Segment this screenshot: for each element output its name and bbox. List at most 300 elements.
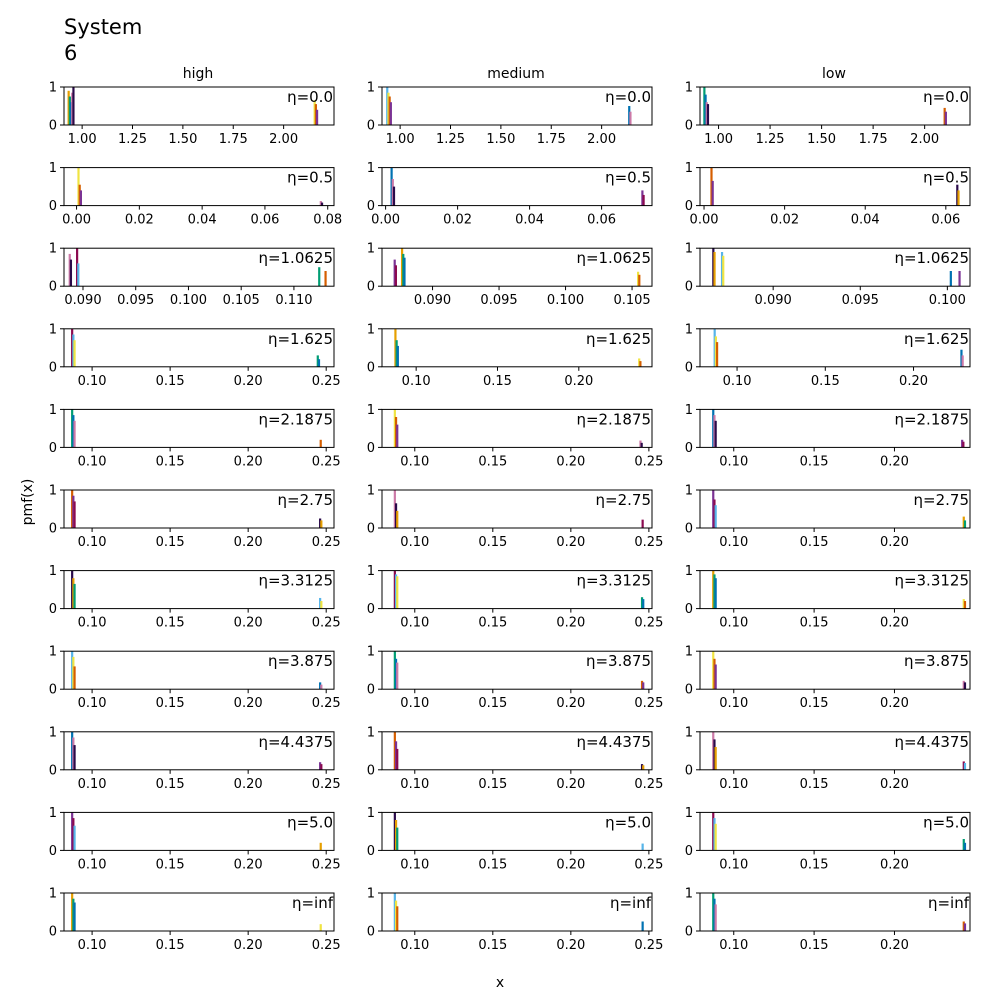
bar (396, 511, 398, 528)
bar (638, 275, 640, 286)
y-tick-label: 1 (684, 805, 693, 821)
x-tick-label: 0.10 (400, 454, 430, 470)
x-tick-label: 0.06 (931, 212, 961, 228)
bar (320, 843, 322, 851)
eta-label: η=0.0 (923, 88, 969, 106)
eta-label: η=0.0 (287, 88, 333, 106)
bar (72, 87, 74, 125)
x-tick-label: 0.20 (233, 857, 263, 873)
x-tick-label: 0.100 (169, 293, 208, 309)
y-tick-label: 0 (684, 602, 693, 618)
x-tick-label: 1.25 (118, 132, 147, 147)
bar (73, 421, 75, 448)
bar (715, 505, 717, 528)
x-tick-label: 0.20 (233, 373, 263, 389)
x-tick-label: 0.15 (155, 857, 185, 873)
x-tick-label: 0.25 (311, 615, 341, 631)
eta-label: η=0.5 (923, 168, 969, 187)
x-tick-label: 0.15 (155, 373, 185, 389)
y-tick-label: 0 (366, 360, 375, 376)
x-tick-label: 0.100 (928, 293, 966, 309)
eta-label: η=0.5 (605, 168, 651, 187)
y-tick-label: 0 (366, 118, 375, 134)
bar (393, 187, 395, 206)
bar (642, 520, 644, 528)
column-title-low: low (822, 66, 846, 82)
bar (715, 904, 717, 931)
eta-label: η=inf (927, 894, 969, 912)
bar (73, 826, 75, 851)
bar (318, 267, 320, 286)
y-tick-label: 1 (48, 886, 57, 902)
y-tick-label: 0 (366, 602, 375, 618)
y-tick-label: 1 (366, 161, 375, 177)
y-tick-label: 1 (48, 805, 57, 821)
y-tick-label: 1 (684, 402, 693, 418)
bar (629, 112, 631, 125)
x-tick-label: 0.25 (311, 454, 341, 470)
y-tick-label: 1 (684, 161, 693, 177)
y-tick-label: 0 (48, 843, 57, 859)
x-tick-label: 0.25 (634, 938, 664, 953)
y-tick-label: 0 (684, 440, 693, 456)
x-tick-label: 0.20 (233, 938, 263, 953)
y-tick-label: 0 (48, 924, 57, 940)
bar (964, 923, 966, 931)
x-tick-label: 0.095 (841, 293, 879, 309)
x-tick-label: 0.10 (77, 776, 107, 792)
bar (964, 843, 966, 851)
x-tick-label: 0.15 (478, 776, 508, 792)
eta-label: η=3.875 (585, 652, 651, 671)
y-tick-label: 0 (48, 602, 57, 618)
eta-label: η=2.1875 (894, 410, 969, 429)
bar (642, 844, 644, 851)
y-tick-label: 1 (48, 483, 57, 499)
eta-label: η=1.625 (585, 329, 651, 348)
bar (77, 263, 79, 286)
x-tick-label: 0.04 (515, 212, 545, 228)
y-tick-label: 0 (48, 521, 57, 537)
y-tick-label: 0 (684, 360, 693, 376)
bar (320, 685, 322, 690)
eta-label: η=4.4375 (576, 732, 651, 751)
x-tick-label: 0.25 (634, 857, 664, 873)
x-tick-label: 0.15 (799, 776, 829, 792)
x-axis-label: x (495, 975, 505, 991)
eta-label: η=1.625 (903, 329, 969, 348)
x-tick-label: 0.06 (250, 212, 280, 228)
bar (396, 828, 398, 851)
eta-label: η=5.0 (605, 813, 651, 832)
y-tick-label: 0 (48, 118, 57, 134)
bar (642, 922, 644, 932)
x-tick-label: 0.15 (799, 535, 829, 550)
y-tick-label: 1 (684, 564, 693, 580)
x-tick-label: 0.04 (187, 212, 217, 228)
x-tick-label: 0.15 (799, 857, 829, 873)
x-tick-label: 0.04 (850, 212, 880, 228)
bar (316, 110, 318, 125)
y-tick-label: 1 (48, 322, 57, 338)
y-tick-label: 0 (684, 682, 693, 698)
bar (320, 924, 322, 931)
x-tick-label: 1.00 (67, 132, 97, 147)
y-tick-label: 0 (366, 843, 375, 859)
bar (324, 271, 326, 286)
eta-label: η=3.3125 (258, 571, 333, 590)
y-tick-label: 0 (684, 521, 693, 537)
y-tick-label: 0 (48, 279, 57, 295)
y-tick-label: 0 (366, 763, 375, 779)
x-tick-label: 0.15 (478, 535, 508, 550)
bar (713, 252, 715, 286)
y-tick-label: 1 (684, 725, 693, 741)
x-tick-label: 0.15 (155, 776, 185, 792)
x-tick-label: 1.75 (858, 132, 888, 147)
y-tick-label: 1 (684, 483, 693, 499)
x-tick-label: 0.10 (77, 615, 107, 631)
x-tick-label: 0.10 (719, 696, 749, 712)
x-tick-label: 0.20 (879, 454, 909, 470)
bar (642, 599, 644, 609)
x-tick-label: 0.10 (719, 454, 749, 470)
bar (73, 903, 75, 932)
bar (962, 355, 964, 366)
x-tick-label: 0.20 (556, 857, 586, 873)
x-tick-label: 0.15 (483, 373, 512, 389)
bar (964, 601, 966, 609)
x-tick-label: 0.25 (634, 696, 664, 712)
bar (712, 181, 714, 206)
column-title-high: high (182, 66, 214, 82)
x-tick-label: 1.00 (704, 132, 734, 147)
y-tick-label: 1 (48, 241, 57, 257)
x-tick-label: 0.15 (155, 938, 185, 953)
x-tick-label: 0.095 (117, 293, 155, 309)
y-tick-label: 1 (366, 483, 375, 499)
bar (396, 425, 398, 448)
x-tick-label: 0.10 (400, 938, 430, 953)
eta-label: η=3.3125 (894, 571, 969, 590)
y-tick-label: 1 (366, 241, 375, 257)
x-tick-label: 0.10 (401, 373, 431, 389)
bar (396, 906, 398, 931)
y-tick-label: 1 (684, 644, 693, 660)
x-tick-label: 0.25 (311, 535, 341, 550)
x-tick-label: 0.25 (311, 938, 341, 953)
x-tick-label: 0.110 (275, 293, 313, 309)
x-tick-label: 1.75 (218, 132, 248, 147)
x-tick-label: 0.20 (879, 938, 909, 953)
x-tick-label: 0.10 (400, 615, 430, 631)
x-tick-label: 0.105 (613, 293, 651, 309)
x-tick-label: 0.10 (77, 535, 107, 550)
bar (715, 747, 717, 770)
y-tick-label: 1 (366, 644, 375, 660)
x-tick-label: 0.20 (556, 696, 586, 712)
x-tick-label: 1.75 (536, 132, 566, 147)
eta-label: η=1.0625 (894, 249, 969, 268)
x-tick-label: 0.25 (634, 615, 664, 631)
eta-label: η=5.0 (923, 813, 969, 832)
x-tick-label: 0.20 (556, 776, 586, 792)
x-tick-label: 0.105 (222, 293, 260, 309)
y-tick-label: 1 (684, 241, 693, 257)
x-tick-label: 0.10 (400, 696, 430, 712)
x-tick-label: 0.15 (155, 696, 185, 712)
x-tick-label: 0.02 (770, 212, 800, 228)
bar (945, 112, 947, 125)
x-tick-label: 0.10 (719, 938, 749, 953)
x-tick-label: 0.10 (77, 696, 107, 712)
bar (395, 265, 397, 286)
x-tick-label: 0.15 (810, 373, 840, 389)
x-tick-label: 0.15 (799, 615, 829, 631)
bar (641, 443, 643, 448)
bar (320, 601, 322, 609)
x-tick-label: 1.00 (385, 132, 415, 147)
x-tick-label: 0.15 (155, 535, 185, 550)
x-tick-label: 2.00 (910, 132, 940, 147)
eta-label: η=3.3125 (576, 571, 651, 590)
x-tick-label: 0.25 (311, 776, 341, 792)
eta-label: η=0.5 (287, 168, 333, 187)
y-tick-label: 1 (366, 725, 375, 741)
x-tick-label: 0.10 (719, 535, 749, 550)
eta-label: η=4.4375 (894, 732, 969, 751)
x-tick-label: 0.15 (478, 696, 508, 712)
y-tick-label: 0 (684, 763, 693, 779)
eta-label: η=0.0 (605, 88, 651, 106)
eta-label: η=inf (609, 894, 651, 912)
x-tick-label: 0.25 (634, 454, 664, 470)
x-tick-label: 0.25 (311, 857, 341, 873)
x-tick-label: 0.20 (556, 938, 586, 953)
x-tick-label: 0.25 (634, 535, 664, 550)
bar (715, 421, 717, 448)
y-tick-label: 0 (684, 924, 693, 940)
bar (964, 682, 966, 689)
y-tick-label: 0 (48, 763, 57, 779)
bar (397, 346, 399, 367)
bar (73, 501, 75, 528)
x-tick-label: 1.50 (807, 132, 837, 147)
bar (722, 256, 724, 286)
x-tick-label: 0.10 (77, 938, 107, 953)
x-tick-label: 0.20 (879, 535, 909, 550)
x-tick-label: 0.15 (478, 938, 508, 953)
x-tick-label: 0.20 (233, 454, 263, 470)
x-tick-label: 0.20 (556, 454, 586, 470)
x-tick-label: 0.00 (62, 212, 92, 228)
x-tick-label: 1.50 (168, 132, 198, 147)
x-tick-label: 0.10 (719, 615, 749, 631)
x-tick-label: 2.00 (587, 132, 617, 147)
x-tick-label: 0.00 (689, 212, 719, 228)
y-tick-label: 0 (48, 360, 57, 376)
y-tick-label: 1 (48, 725, 57, 741)
x-tick-label: 0.10 (400, 535, 430, 550)
y-tick-label: 0 (48, 682, 57, 698)
eta-label: η=1.0625 (576, 249, 651, 268)
x-tick-label: 0.10 (719, 776, 749, 792)
bar (318, 359, 320, 367)
bar (715, 824, 717, 851)
eta-label: η=2.75 (277, 491, 333, 509)
bar (320, 764, 322, 770)
bar (642, 765, 644, 770)
bar (73, 666, 75, 689)
x-tick-label: 1.25 (436, 132, 465, 147)
x-tick-label: 0.10 (77, 454, 107, 470)
y-tick-label: 0 (366, 279, 375, 295)
y-tick-label: 1 (684, 322, 693, 338)
x-tick-label: 0.10 (400, 776, 430, 792)
x-tick-label: 0.10 (719, 857, 749, 873)
bar (964, 520, 966, 528)
x-tick-label: 0.25 (634, 776, 664, 792)
bar (320, 440, 322, 448)
y-tick-label: 0 (366, 440, 375, 456)
x-tick-label: 0.00 (371, 212, 401, 228)
y-axis-label: pmf(x) (20, 478, 36, 526)
bar (396, 576, 398, 608)
eta-label: η=3.875 (267, 652, 333, 671)
bar (715, 665, 717, 690)
y-tick-label: 1 (48, 644, 57, 660)
x-tick-label: 0.20 (233, 776, 263, 792)
bar (396, 749, 398, 770)
bar (320, 520, 322, 528)
x-tick-label: 0.15 (478, 454, 508, 470)
x-tick-label: 0.02 (124, 212, 154, 228)
bar (950, 271, 952, 286)
y-tick-label: 0 (48, 199, 57, 215)
x-tick-label: 0.15 (799, 696, 829, 712)
x-tick-label: 0.20 (879, 776, 909, 792)
bar (962, 442, 964, 448)
x-tick-label: 0.15 (799, 454, 829, 470)
column-title-medium: medium (487, 66, 545, 82)
y-tick-label: 1 (684, 80, 693, 96)
eta-label: η=2.1875 (258, 410, 333, 429)
bar (80, 190, 82, 205)
eta-label: η=2.1875 (576, 410, 651, 429)
eta-label: η=2.75 (595, 491, 651, 509)
bar (958, 271, 960, 286)
x-tick-label: 0.20 (564, 373, 594, 389)
x-tick-label: 0.25 (311, 373, 341, 389)
y-tick-label: 1 (366, 564, 375, 580)
bar (716, 342, 718, 367)
bar (643, 195, 645, 206)
bar (707, 104, 709, 125)
x-tick-label: 0.25 (311, 696, 341, 712)
y-tick-label: 1 (48, 564, 57, 580)
x-tick-label: 1.50 (486, 132, 516, 147)
x-tick-label: 0.15 (478, 615, 508, 631)
x-tick-label: 0.100 (546, 293, 585, 309)
x-tick-label: 0.10 (77, 857, 107, 873)
y-tick-label: 0 (366, 924, 375, 940)
x-tick-label: 0.06 (587, 212, 617, 228)
bar (957, 190, 959, 205)
x-tick-label: 0.10 (722, 373, 752, 389)
y-tick-label: 1 (684, 886, 693, 902)
bar (73, 584, 75, 609)
x-tick-label: 0.20 (879, 615, 909, 631)
y-tick-label: 1 (366, 402, 375, 418)
y-tick-label: 1 (48, 161, 57, 177)
bar (73, 745, 75, 770)
eta-label: η=1.0625 (258, 249, 333, 268)
figure-title: System 6 (64, 15, 143, 65)
bar (70, 260, 72, 287)
x-tick-label: 0.20 (899, 373, 929, 389)
bar (964, 763, 966, 770)
eta-label: η=3.875 (903, 652, 969, 671)
bar (73, 340, 75, 367)
eta-label: η=5.0 (287, 813, 333, 832)
bar (396, 663, 398, 690)
y-tick-label: 0 (684, 279, 693, 295)
eta-label: η=4.4375 (258, 732, 333, 751)
bar (390, 102, 392, 125)
x-tick-label: 0.15 (155, 454, 185, 470)
eta-label: η=1.625 (267, 329, 333, 348)
x-tick-label: 0.15 (799, 938, 829, 953)
x-tick-label: 0.090 (64, 293, 102, 309)
bar (715, 578, 717, 608)
x-tick-label: 1.25 (755, 132, 785, 147)
y-tick-label: 1 (366, 80, 375, 96)
x-tick-label: 0.15 (155, 615, 185, 631)
x-tick-label: 0.08 (313, 212, 343, 228)
x-tick-label: 0.095 (480, 293, 518, 309)
x-tick-label: 0.15 (478, 857, 508, 873)
eta-label: η=inf (291, 894, 333, 912)
x-tick-label: 0.20 (233, 535, 263, 550)
x-tick-label: 0.20 (879, 857, 909, 873)
x-tick-label: 0.10 (400, 857, 430, 873)
x-tick-label: 0.090 (754, 293, 792, 309)
x-tick-label: 0.02 (443, 212, 473, 228)
bar (642, 682, 644, 689)
x-tick-label: 0.20 (233, 696, 263, 712)
x-tick-label: 2.00 (269, 132, 299, 147)
y-tick-label: 0 (684, 843, 693, 859)
x-tick-label: 0.20 (879, 696, 909, 712)
eta-label: η=2.75 (913, 491, 969, 509)
x-tick-label: 0.20 (556, 535, 586, 550)
bar (403, 258, 405, 287)
x-tick-label: 0.20 (233, 615, 263, 631)
y-tick-label: 0 (684, 199, 693, 215)
y-tick-label: 0 (366, 521, 375, 537)
y-tick-label: 0 (366, 199, 375, 215)
y-tick-label: 0 (684, 118, 693, 134)
y-tick-label: 1 (48, 80, 57, 96)
y-tick-label: 0 (48, 440, 57, 456)
y-tick-label: 1 (366, 886, 375, 902)
y-tick-label: 1 (366, 322, 375, 338)
y-tick-label: 1 (366, 805, 375, 821)
y-tick-label: 0 (366, 682, 375, 698)
x-tick-label: 0.10 (77, 373, 107, 389)
y-tick-label: 1 (48, 402, 57, 418)
x-tick-label: 0.20 (556, 615, 586, 631)
